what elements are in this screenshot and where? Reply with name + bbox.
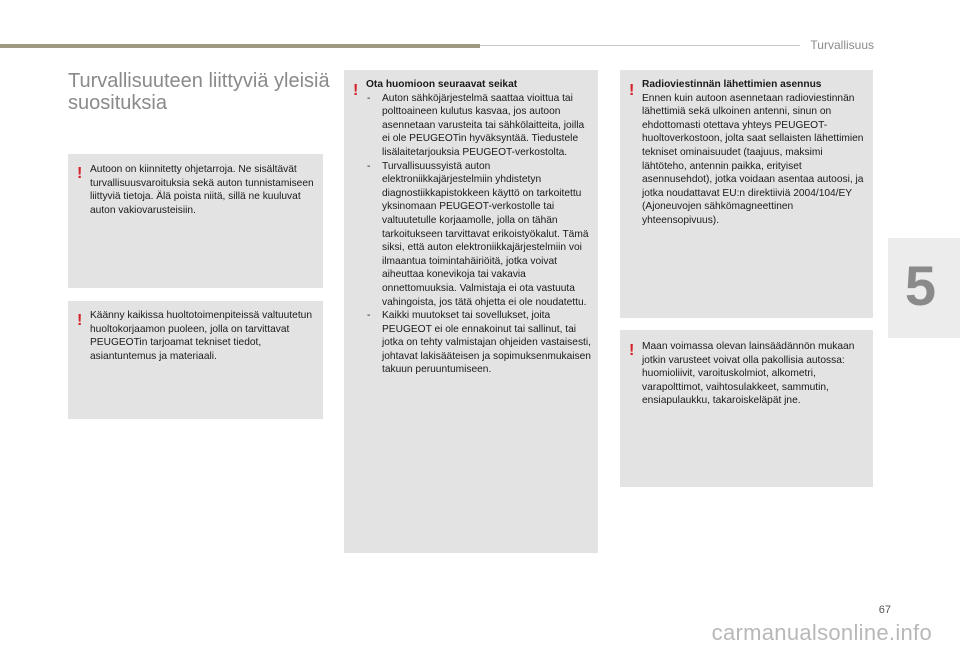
warning-box-servicing [68,301,323,419]
exclamation-warning-icon: ! [77,312,83,329]
exclamation-warning-icon: ! [629,82,635,99]
warning-text-labels: Autoon on kiinnitetty ohjetarroja. Ne sisältävät turvallisuusvaroituksia sekä auton tunnistamiseen liittyviä tietoja. Älä poista niitä, sillä ne kuuluvat auton vakiovarusteisiin. [90,164,314,216]
chapter-number: 5 [904,254,936,317]
warning-text-radio-transmitters [642,78,869,228]
page-number: 67 [878,604,891,616]
exclamation-warning-icon: ! [77,165,83,182]
section-label: Turvallisuus [810,38,874,52]
warning-text-considerations [366,78,594,377]
watermark: carmanualsonline.info [711,620,932,645]
list-item: - Kaikki muutokset tai sovellukset, joita PEUGEOT ei ole ennakoinut tai sallinut, tai jotka on tehty valmistajan ohjeiden vastaisesti, johtavat lakisääteisen ja sopimuksenmukaisen takuun peruuntumiseen. [366,309,594,377]
exclamation-warning-icon: ! [353,82,359,99]
warning-box-radio-transmitters [620,70,873,318]
warning-text-mandatory-equipment: Maan voimassa olevan lainsäädännön mukaan jotkin varusteet voivat olla pakollisia autossa: huomioliivit, varoituskolmiot, alkometri, varapolttimot, vaihtosulakkeet, sammutin, ensiapulaukku, takaroiskeläpät jne. [642,341,855,407]
list-item: - Auton sähköjärjestelmä saattaa vioittua tai polttoaineen kulutus kasvaa, jos autoon asennetaan varusteita tai sähkölaitteita, joilla ei ole PEUGEOTin hyväksyntää. Tiedustele lisälaitetarjouksia PEUGEOT-verkostolta. [366,92,594,160]
exclamation-warning-icon: ! [629,342,635,359]
header-accent-bar [0,44,480,48]
warning-box-labels [68,154,323,288]
warning-box-considerations [344,70,598,553]
warning-text-servicing: Käänny kaikissa huoltotoimenpiteissä valtuutetun huoltokorjaamon puoleen, jolla on tarvittavat PEUGEOTin tarjoamat tekniset tiedot, asiantuntemus ja materiaali. [90,310,312,362]
list-item: - Turvallisuussyistä auton elektroniikkajärjestelmiin yhdistetyn diagnostiikkapistokkeen käyttö on tarkoitettu yksinomaan PEUGEOT-verkostolle tai valtuutetulle korjaamolle, jolla on tähän tarkoitukseen tarvittavat erikoistyökalut. Tämä siksi, että auton elektroniikkajärjestelmiin voi ilmaantua toimintahäiriöitä, jotka voivat aiheuttaa konevikoja tai vakavia onnettomuuksia. Valmistaja ei ota vastuuta vahingoista, jos tätä ohjetta ei ole noudatettu. [366,160,594,310]
radio-transmitters-heading: Radioviestinnän lähettimien asennus [642,79,822,90]
warning-box-mandatory-equipment [620,330,873,487]
considerations-heading: Ota huomioon seuraavat seikat [366,79,518,90]
page-title: Turvallisuuteen liittyviä yleisiä suosituksia [68,70,330,114]
radio-transmitters-body: Ennen kuin autoon asennetaan radioviestinnän lähettimiä sekä ulkoinen antenni, sinun on ehdottomasti otettava yhteys PEUGEOT-huoltoverkostoon, jolta saat sellaisten lähettimien tekniset ominaisuudet (taajuus, maksimi lähtöteho, antennin paikka, erityiset asennusehdot), jotka voidaan asentaa autoosi, ja jotka noudattavat EU:n direktiiviä 2004/104/EY (Ajoneuvojen sähkömagneettinen yhteensopivuus). [642,92,864,226]
header-divider-line [480,45,800,46]
considerations-list [366,92,594,377]
